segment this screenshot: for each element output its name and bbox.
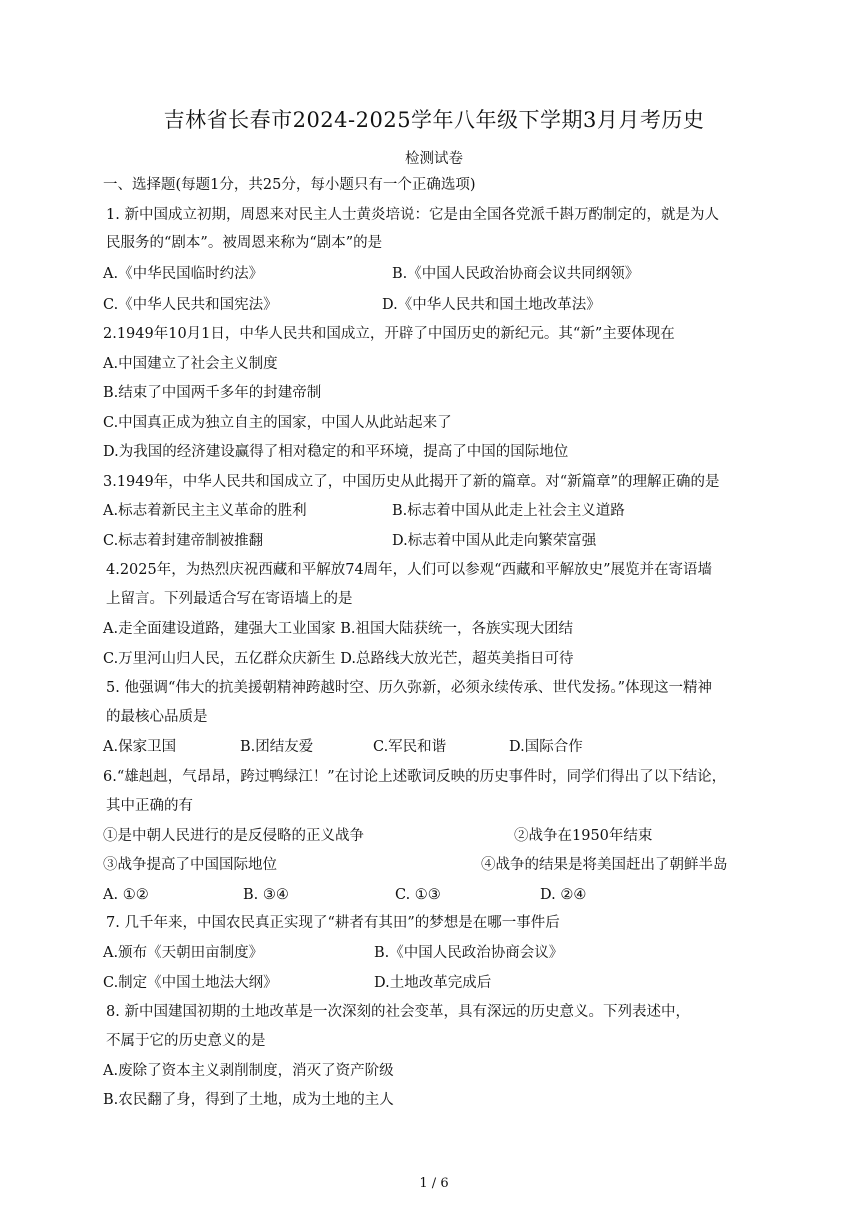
q7-option-b: B.《中国人民政治协商会议》 — [374, 945, 564, 961]
q1-stem-line1: 1. 新中国成立初期，周恩来对民主人士黄炎培说：它是由全国各党派千斟万酌制定的，就是为人 — [106, 207, 719, 223]
page-subtitle: 检测试卷 — [405, 151, 463, 167]
section-heading: 一、选择题(每题1分，共25分，每小题只有一个正确选项) — [103, 177, 476, 193]
q5-stem-line2: 的最核心品质是 — [106, 709, 208, 725]
q6-statement-4: ④战争的结果是将美国赶出了朝鲜半岛 — [481, 857, 728, 873]
q5-stem-line1: 5. 他强调“伟大的抗美援朝精神跨越时空、历久弥新，必须永续传承、世代发扬。”体现这一精神 — [106, 680, 713, 696]
q1-stem-line2: 民服务的“剧本”。被周恩来称为“剧本”的是 — [106, 235, 383, 251]
q8-stem-line2: 不属于它的历史意义的是 — [106, 1033, 266, 1049]
q7-option-a: A.颁布《天朝田亩制度》 — [103, 945, 264, 961]
q5-option-d: D.国际合作 — [509, 739, 583, 755]
q1-option-a: A.《中华民国临时约法》 — [103, 266, 264, 282]
q7-option-d: D.土地改革完成后 — [374, 975, 492, 991]
q4-stem-line1: 4.2025年，为热烈庆祝西藏和平解放74周年，人们可以参观“西藏和平解放史”展览并在寄语墙 — [106, 562, 713, 578]
q6-statement-1: ①是中朝人民进行的是反侵略的正义战争 — [103, 828, 364, 844]
q2-option-a: A.中国建立了社会主义制度 — [103, 356, 278, 372]
q5-option-b: B.团结友爱 — [240, 739, 314, 755]
q8-stem-line1: 8. 新中国建国初期的土地改革是一次深刻的社会变革，具有深远的历史意义。下列表述中， — [106, 1004, 690, 1020]
q1-option-b: B.《中国人民政治协商会议共同纲领》 — [392, 266, 640, 282]
page-title: 吉林省长春市2024-2025学年八年级下学期3月月考历史 — [163, 108, 705, 132]
q5-option-a: A.保家卫国 — [103, 739, 177, 755]
q8-option-b: B.农民翻了身，得到了土地，成为土地的主人 — [103, 1092, 394, 1108]
q2-stem: 2.1949年10月1日，中华人民共和国成立，开辟了中国历史的新纪元。其“新”主要体现在 — [103, 326, 675, 342]
q6-stem-line1: 6.“雄赳赳，气昂昂，跨过鸭绿江！”在讨论上述歌词反映的历史事件时，同学们得出了以下结论， — [103, 769, 727, 785]
q3-option-d: D.标志着中国从此走向繁荣富强 — [392, 533, 597, 549]
q6-option-c: C. ①③ — [395, 887, 441, 903]
q4-stem-line2: 上留言。下列最适合写在寄语墙上的是 — [106, 591, 353, 607]
q7-option-c: C.制定《中国土地法大纲》 — [103, 975, 278, 991]
q5-option-c: C.军民和谐 — [373, 739, 447, 755]
q1-option-c: C.《中华人民共和国宪法》 — [103, 297, 278, 313]
q6-option-d: D. ②④ — [540, 887, 587, 903]
page-number: 1 / 6 — [419, 1176, 449, 1191]
q3-option-a: A.标志着新民主主义革命的胜利 — [103, 503, 307, 519]
q7-stem: 7. 几千年来，中国农民真正实现了“耕者有其田”的梦想是在哪一事件后 — [106, 915, 560, 931]
q6-option-a: A. ①② — [103, 887, 149, 903]
q2-option-b: B.结束了中国两千多年的封建帝制 — [103, 385, 322, 401]
q6-statement-2: ②战争在1950年结束 — [514, 828, 653, 844]
q6-option-b: B. ③④ — [243, 887, 289, 903]
q3-option-b: B.标志着中国从此走上社会主义道路 — [392, 503, 625, 519]
q3-option-c: C.标志着封建帝制被推翻 — [103, 533, 264, 549]
q3-stem: 3.1949年，中华人民共和国成立了，中国历史从此揭开了新的篇章。对“新篇章”的理解正确的是 — [103, 474, 720, 490]
q2-option-c: C.中国真正成为独立自主的国家，中国人从此站起来了 — [103, 415, 452, 431]
q6-stem-line2: 其中正确的有 — [106, 798, 193, 814]
q6-statement-3: ③战争提高了中国国际地位 — [103, 857, 277, 873]
q2-option-d: D.为我国的经济建设赢得了相对稳定的和平环境，提高了中国的国际地位 — [103, 444, 569, 460]
q4-options-cd: C.万里河山归人民，五亿群众庆新生 D.总路线大放光芒，超英美指日可待 — [103, 651, 574, 667]
q8-option-a: A.废除了资本主义剥削制度，消灭了资产阶级 — [103, 1063, 394, 1079]
q1-option-d: D.《中华人民共和国土地改革法》 — [382, 297, 601, 313]
q4-options-ab: A.走全面建设道路，建强大工业国家 B.祖国大陆获统一，各族实现大团结 — [103, 621, 573, 637]
